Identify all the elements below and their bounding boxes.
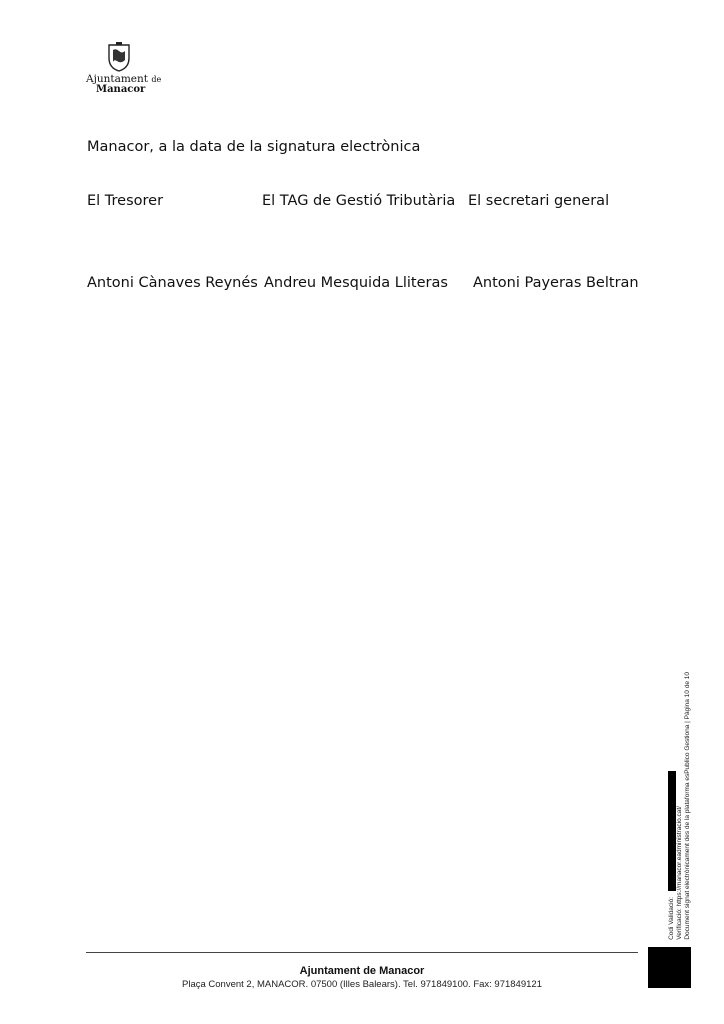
footer-title: Ajuntament de Manacor (299, 965, 425, 977)
name-secretari: Antoni Payeras Beltran (473, 275, 639, 291)
role-secretari: El secretari general (468, 193, 610, 209)
logo-text-manacor: Manacor (96, 84, 146, 95)
verification-url: Verificació: https://manacor.eadministracio.cat/ (676, 806, 683, 940)
logo-de: de (151, 75, 162, 84)
name-tag-gestio: Andreu Mesquida Lliteras (264, 275, 448, 291)
footer-address: Plaça Convent 2, MANACOR. 07500 (Illes Balears). Tel. 971849100. Fax: 971849121 (182, 979, 542, 990)
coat-of-arms-icon (106, 42, 132, 72)
municipal-logo (86, 42, 162, 96)
place-date-line: Manacor, a la data de la signatura electrònica (87, 139, 421, 155)
signature-page-info: Document signat electrònicament des de la plataforma esPublico Gestiona | Pàgina 10 de 10 (684, 672, 691, 940)
redacted-validation-code (668, 771, 676, 891)
role-tresorer: El Tresorer (87, 193, 164, 209)
validation-code-label: Codi Validació: (668, 897, 675, 940)
name-tresorer: Antoni Cànaves Reynés (87, 275, 258, 291)
logo-ajuntament: Ajuntament (86, 73, 148, 85)
role-tag-gestio: El TAG de Gestió Tributària (262, 193, 456, 209)
footer-divider (86, 952, 638, 953)
